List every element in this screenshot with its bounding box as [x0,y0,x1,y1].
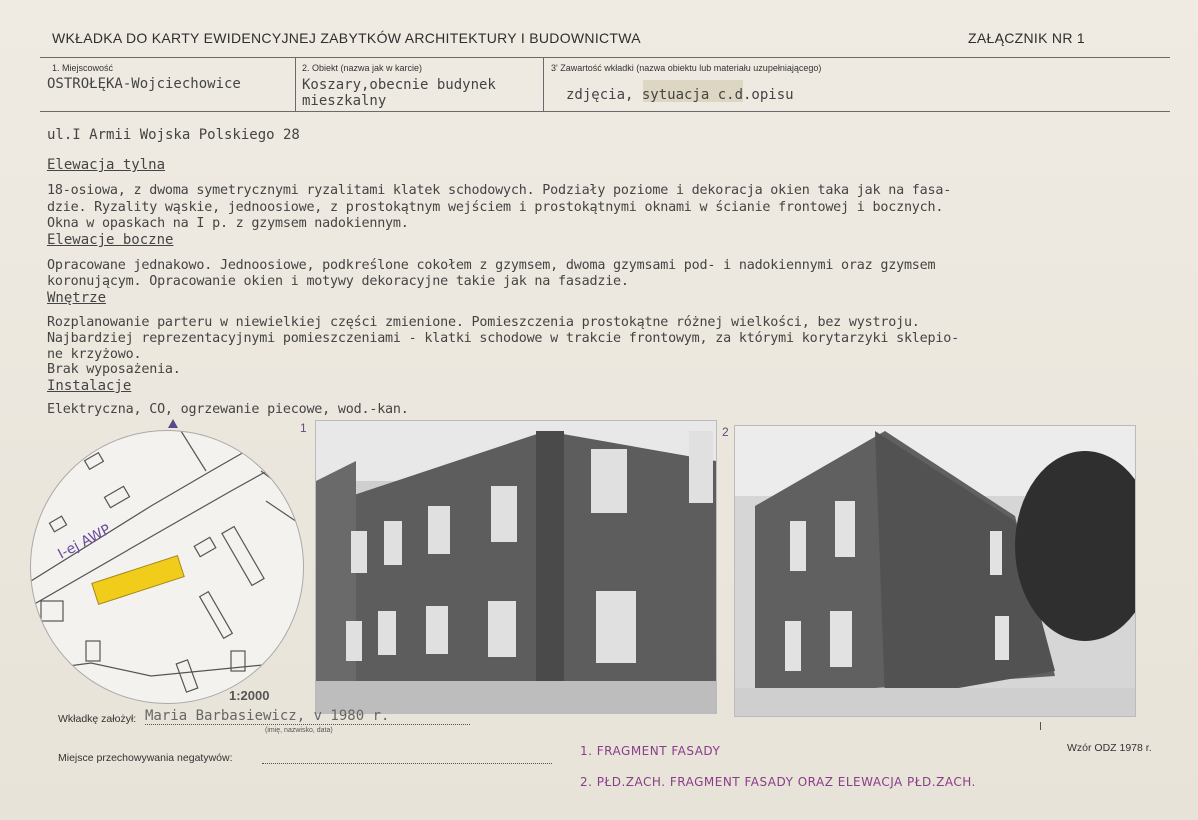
header-rule [40,57,1170,58]
annex-number: ZAŁĄCZNIK NR 1 [968,30,1085,46]
negatives-label: Miejsce przechowywania negatywów: [58,752,233,764]
tick-mark [1040,722,1041,730]
contents-value: zdjęcia, sytuacja c.d.opisu [566,87,794,103]
section-line: Okna w opaskach na I p. z gzymsem nadokiennym. [47,216,409,231]
object-label: 2. Obiekt (nazwa jak w karcie) [302,63,423,73]
section-line: ne krzyżowo. [47,347,142,362]
site-map [30,430,304,704]
section-line: Rozplanowanie parteru w niewielkiej części zmienione. Pomieszczenia prostokątne różnej wielkości, bez wystroju. [47,315,920,330]
address: ul.I Armii Wojska Polskiego 28 [47,127,300,143]
section-heading: Wnętrze [47,290,107,306]
site-plan-drawing [31,431,303,703]
field-divider [543,57,544,111]
section-line: koronującym. Opracowanie okien i motywy dekoracyjne takie jak na fasadzie. [47,274,629,289]
photo-image [735,426,1135,716]
section-heading: Instalacje [47,378,132,394]
caption-photo-2: 2. PŁD.ZACH. FRAGMENT FASADY ORAZ ELEWACJA PŁD.ZACH. [580,775,976,789]
founder-caption: (imię, nazwisko, data) [265,727,333,734]
section-line: 18-osiowa, z dwoma symetrycznymi ryzalitami klatek schodowych. Podziały poziome i dekoracja okien taka jak na fasa- [47,183,952,198]
card-title: WKŁADKA DO KARTY EWIDENCYJNEJ ZABYTKÓW ARCHITEKTURY I BUDOWNICTWA [52,30,641,46]
object-value-line1: Koszary,obecnie budynek [302,77,496,93]
caption-photo-1: 1. FRAGMENT FASADY [580,744,721,758]
map-street-label: I-ej AWP [55,521,114,563]
form-pattern: Wzór ODZ 1978 r. [1067,742,1152,754]
photo-southwest-elevation [734,425,1136,717]
locality-label: 1. Miejscowość [52,63,114,73]
section-line: Brak wyposażenia. [47,362,181,377]
object-value-line2: mieszkalny [302,93,387,109]
founder-value: Maria Barbasiewicz, v 1980 r. [145,708,390,724]
contents-label: 3' Zawartość wkładki (nazwa obiektu lub materiału uzupełniającego) [551,63,822,73]
section-heading: Elewacje boczne [47,232,174,248]
locality-value: OSTROŁĘKA-Wojciechowice [47,76,241,92]
map-scale: 1:2000 [229,688,270,703]
fields-rule [40,111,1170,112]
section-line: dzie. Ryzality wąskie, jednoosiowe, z prostokątnym wejściem i prostokątnymi oknami w ścianie frontowej i bocznych. [47,200,944,215]
photo-number: 2 [722,425,729,439]
section-heading: Elewacja tylna [47,157,166,173]
north-arrow-icon [168,419,178,428]
field-divider [295,57,296,111]
founder-label: Wkładkę założył: [58,713,137,725]
photo-facade-fragment [315,420,717,714]
founder-dotline [145,724,470,725]
section-line: Najbardziej reprezentacyjnymi pomieszczeniami - klatki schodowe w trakcie frontowym, za którymi korytarzyki sklepio- [47,331,959,346]
negatives-dotline [262,763,552,764]
section-line: Elektryczna, CO, ogrzewanie piecowe, wod.-kan. [47,402,409,417]
photo-image [316,421,716,713]
section-line: Opracowane jednakowo. Jednoosiowe, podkreślone cokołem z gzymsem, dwoma gzymsami pod- i nadokiennymi oraz gzymsem [47,258,936,273]
photo-number: 1 [300,421,307,435]
